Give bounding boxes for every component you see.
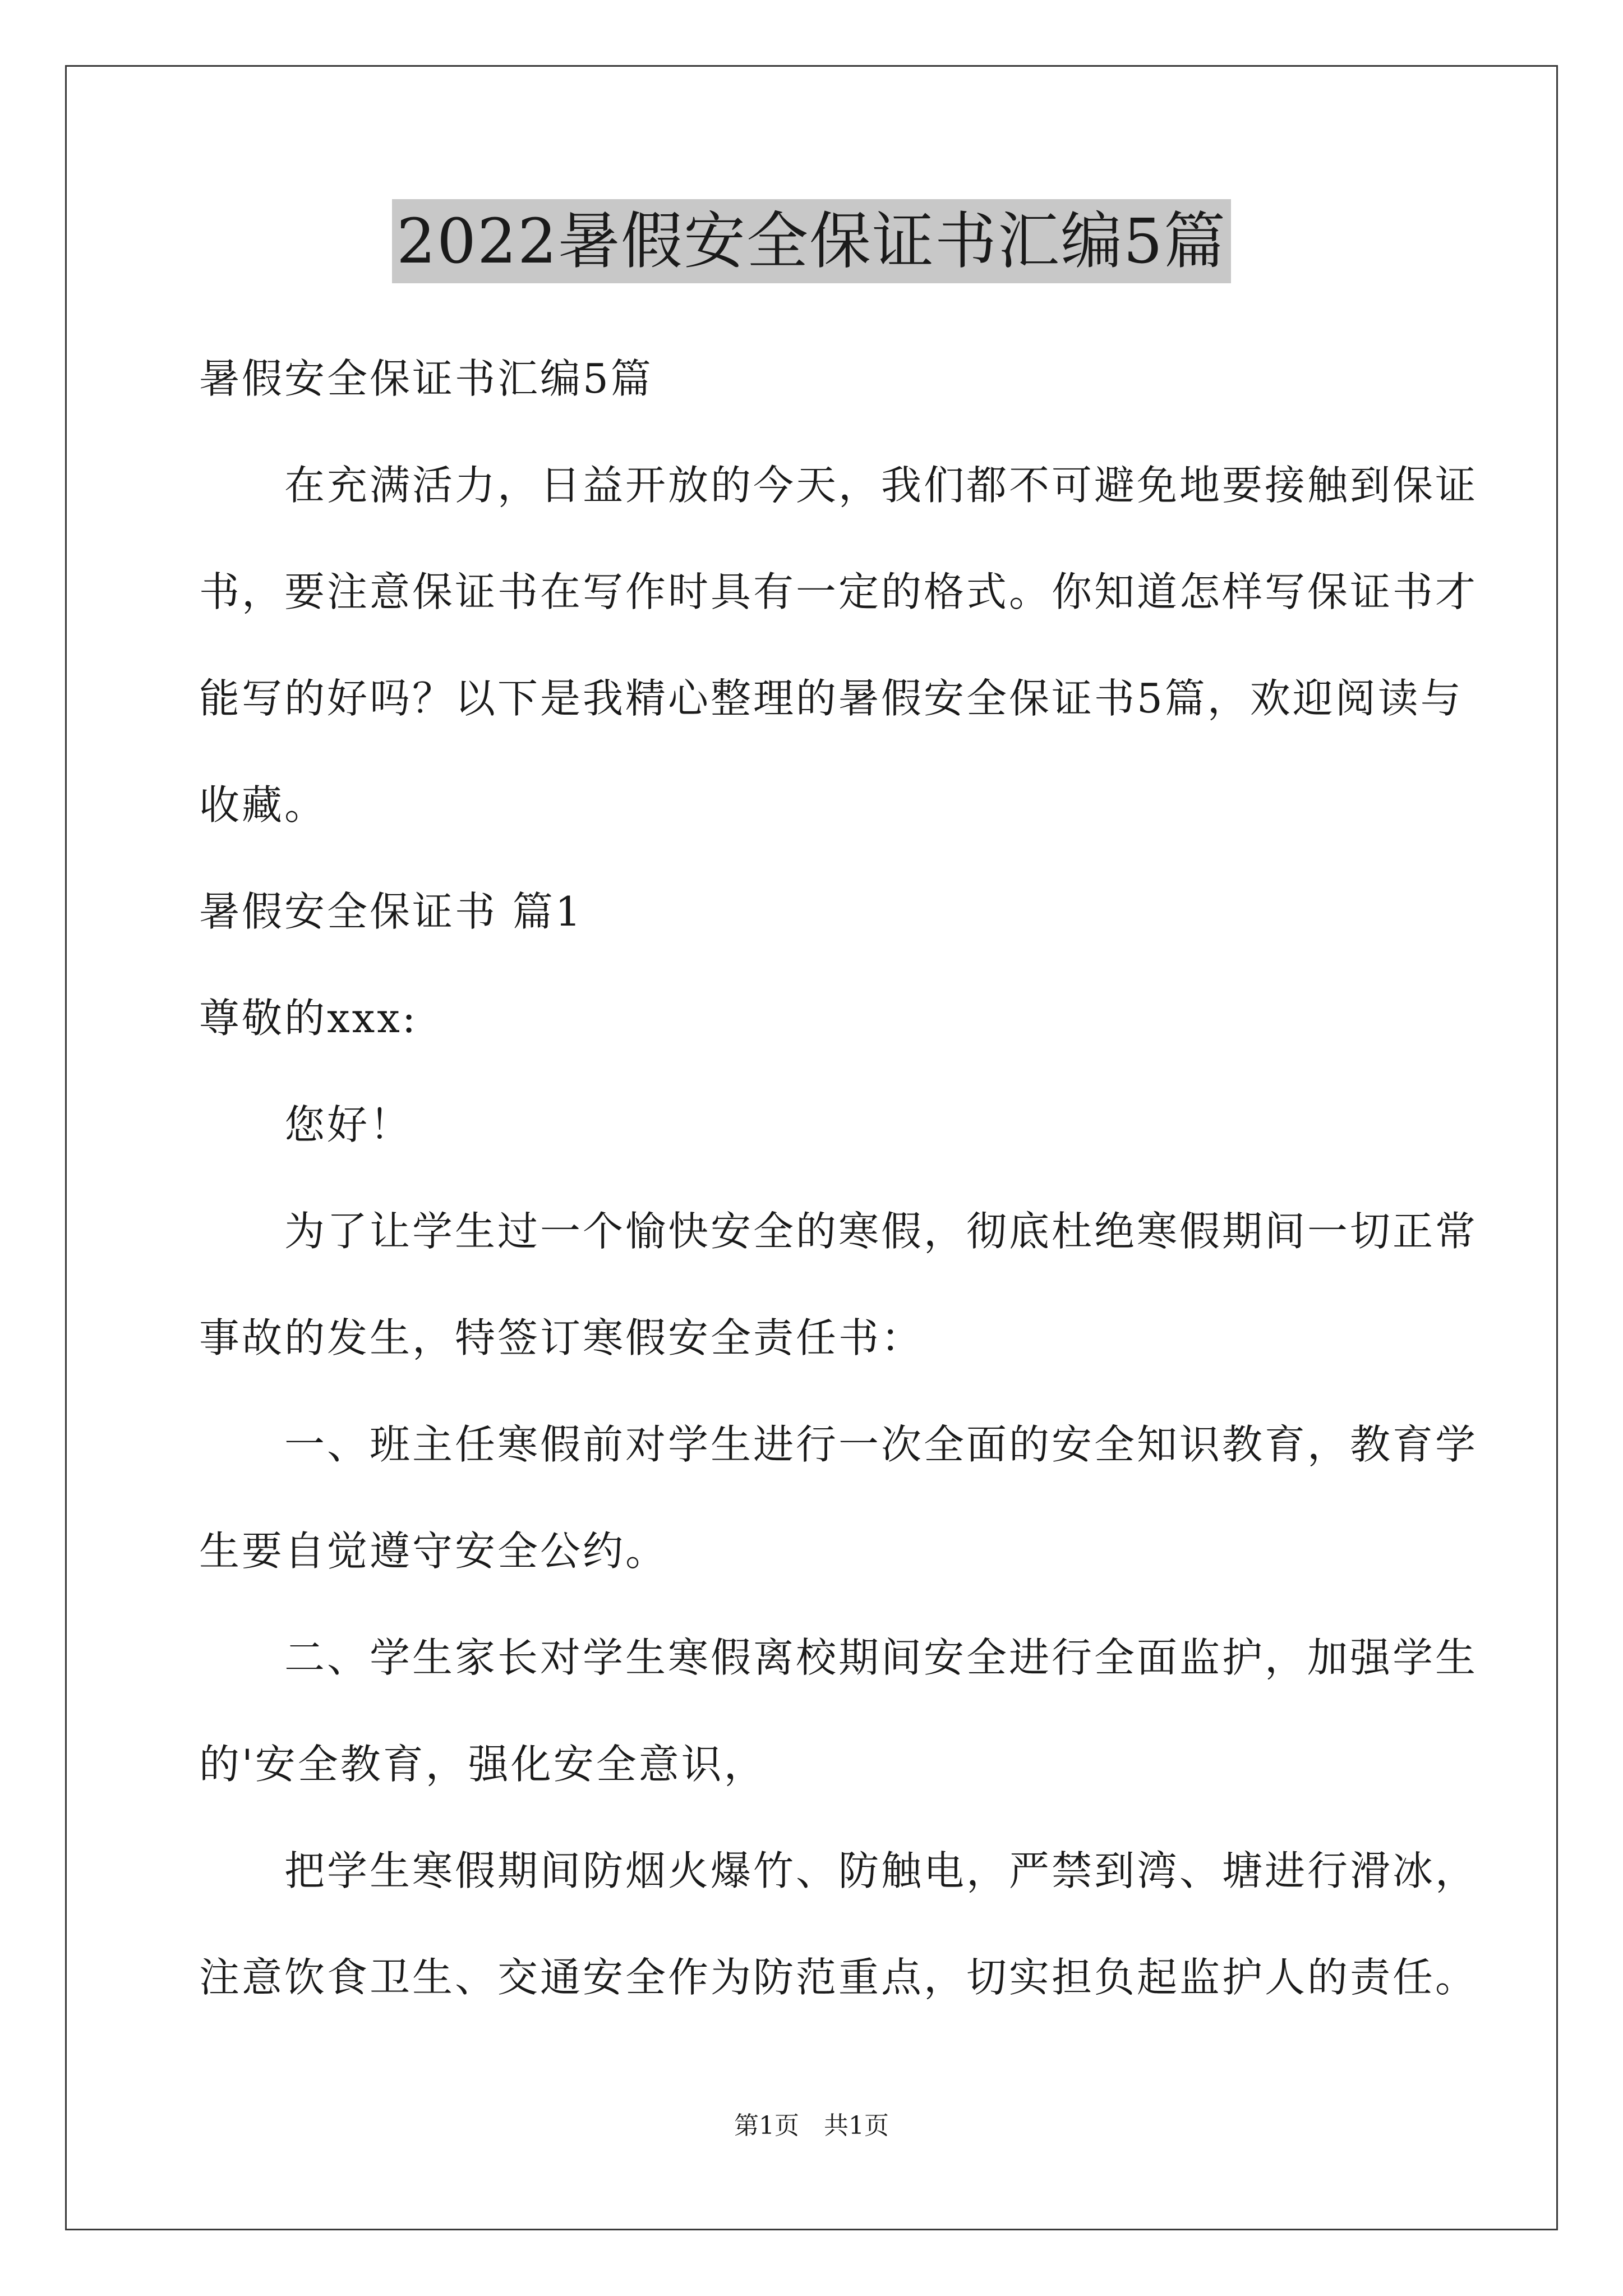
paragraph-line: 生要自觉遵守安全公约。 [199,1527,668,1575]
salutation-line: 尊敬的xxx: [199,995,418,1042]
page-footer: 第1页 共1页 [734,2111,889,2140]
paragraph-line: 为了让学生过一个愉快安全的寒假，彻底杜绝寒假期间一切正常 [199,1208,1478,1255]
paragraph-line: 在充满活力，日益开放的今天，我们都不可避免地要接触到保证 [199,462,1478,509]
paragraph-line: 的'安全教育，强化安全意识， [199,1741,767,1788]
title-container [0,199,1623,283]
subtitle-line: 暑假安全保证书汇编5篇 [199,355,653,402]
document-title: 2022暑假安全保证书汇编5篇 [392,199,1231,283]
paragraph-line: 二、学生家长对学生寒假离校期间安全进行全面监护，加强学生 [199,1634,1478,1681]
paragraph-line: 事故的发生，特签订寒假安全责任书： [199,1314,924,1361]
paragraph-line: 收藏。 [199,781,328,829]
greeting-line: 您好！ [199,1101,413,1148]
paragraph-line: 书，要注意保证书在写作时具有一定的格式。你知道怎样写保证书才 [199,568,1478,615]
paragraph-line: 把学生寒假期间防烟火爆竹、防触电，严禁到湾、塘进行滑冰， [199,1847,1478,1894]
paragraph-line: 能写的好吗？以下是我精心整理的暑假安全保证书5篇，欢迎阅读与 [199,675,1463,722]
paragraph-line: 注意饮食卫生、交通安全作为防范重点，切实担负起监护人的责任。 [199,1954,1478,2001]
section-heading: 暑假安全保证书 篇1 [199,888,583,935]
paragraph-line: 一、班主任寒假前对学生进行一次全面的安全知识教育，教育学 [199,1421,1478,1468]
